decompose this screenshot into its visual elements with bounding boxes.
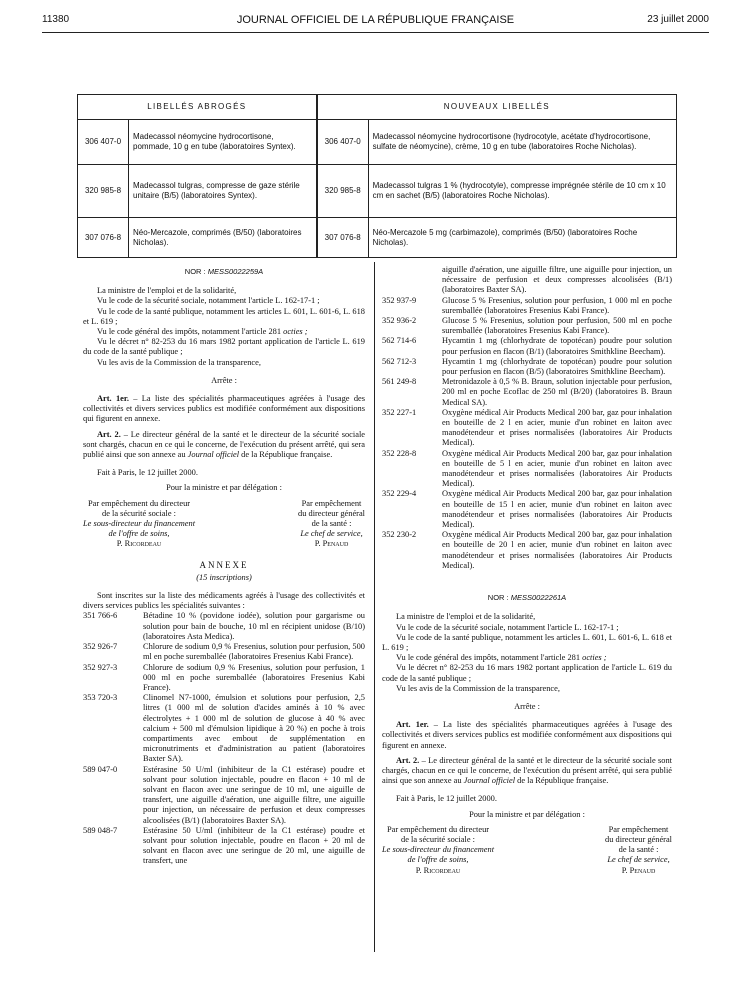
new-code: 307 076-8 <box>317 218 369 258</box>
sig-title: Le sous-directeur du financement <box>382 845 495 855</box>
article-2 <box>382 756 672 787</box>
signatures <box>382 825 672 876</box>
sig-line: Par empêchement du directeur <box>87 498 191 508</box>
delegation-line: Pour la ministre et par délégation : <box>166 483 282 493</box>
cip-code: 353 720-3 <box>83 693 118 703</box>
table-row <box>78 165 677 218</box>
med-description: Chlorure de sodium 0,9 % Fresenius, solution pour perfusion, 500 ml en poche suremballée (laboratoires Fresenius Kabi France). <box>143 642 365 662</box>
preamble-minister: La ministre de l'emploi et de la solidarité, <box>97 286 237 296</box>
sig-title: de l'offre de soins, <box>407 855 469 865</box>
preamble-minister: La ministre de l'emploi et de la solidarité, <box>396 612 536 622</box>
old-code: 306 407-0 <box>78 120 129 165</box>
issue-date: 23 juillet 2000 <box>647 14 709 25</box>
signatory-name: P. Ricordeau <box>415 865 461 875</box>
left-column <box>83 265 365 867</box>
med-description: Metronidazole à 0,5 % B. Braun, solution injectable pour perfusion, 200 ml en poche Ecoflac de 250 ml (B/20) (laboratoires B. Braun Medical SA). <box>442 377 672 407</box>
arrete-heading: Arrête : <box>211 375 237 385</box>
new-text: Madecassol tulgras 1 % (hydrocotyle), compresse imprégnée stérile de 10 cm x 10 cm en sachet (B/5) (laboratoires Roche Nicholas). <box>368 165 676 218</box>
page-header <box>42 14 709 30</box>
annexe-intro: Sont inscrites sur la liste des médicaments agréés à l'usage des collectivités et divers services publics les spécialités suivantes : <box>83 591 365 611</box>
list-item <box>83 611 365 642</box>
signatory-name: P. Ricordeau <box>116 539 162 549</box>
fait-line: Fait à Paris, le 12 juillet 2000. <box>396 794 497 804</box>
cip-code: 561 249-8 <box>382 377 417 387</box>
signature-left <box>382 825 494 876</box>
journal-ref: Journal officiel <box>463 776 516 786</box>
nor-prefix: NOR : <box>487 593 511 603</box>
sig-line: de la sécurité sociale : <box>401 834 475 844</box>
right-column <box>382 265 672 876</box>
cip-code: 352 229-4 <box>382 489 417 499</box>
fait-line: Fait à Paris, le 12 juillet 2000. <box>97 468 198 478</box>
sig-title: Le chef de service, <box>300 529 363 539</box>
sig-line: du directeur général <box>605 834 672 844</box>
list-item <box>382 489 672 530</box>
med-description: Hycamtin 1 mg (chlorhydrate de topotécan) poudre pour solution pour perfusion en flacon (B/1) (laboratoires Smithkline Beecham). <box>442 336 672 356</box>
nor-reference <box>382 593 672 603</box>
list-item <box>382 357 672 377</box>
new-code: 320 985-8 <box>317 165 369 218</box>
journal-ref: Journal officiel <box>187 450 240 460</box>
column-divider <box>374 262 375 952</box>
old-text: Néo-Mercazole, comprimés (B/50) (laboratoires Nicholas). <box>129 218 317 258</box>
cip-code: 352 228-8 <box>382 448 417 458</box>
cip-code: 562 714-6 <box>382 336 417 346</box>
cip-code: 351 766-6 <box>83 611 118 621</box>
preamble-vu: Vu le code de la santé publique, notamment les articles L. 601, L. 601-6, L. 618 et L. 619 ; <box>382 632 672 652</box>
cip-code: 562 712-3 <box>382 356 417 366</box>
med-description: Oxygène médical Air Products Medical 200 bar, gaz pour inhalation en bouteille de 20 l en acier, munie d'un robinet en laiton avec manodétendeur et prises normalisées (laboratoires Air Products Medical). <box>442 530 672 570</box>
preamble-text: Vu le code général des impôts, notamment l'article 281 <box>396 653 583 663</box>
old-code: 320 985-8 <box>78 165 129 218</box>
sig-line: Par empêchement <box>301 498 362 508</box>
article-text: – Le directeur général de la santé et le directeur de la sécurité sociale sont chargés, chacun en ce qui le concerne, de l'exécution du présent arrêté, qui sera publié ainsi que son annexe au <box>83 429 365 460</box>
article-text: de la République française. <box>515 776 609 786</box>
cip-code: 352 926-7 <box>83 642 118 652</box>
article-label: Art. 2. <box>97 429 121 439</box>
med-description: Glucose 5 % Fresenius, solution pour perfusion, 500 ml en poche suremballée (laboratoires Fresenius Kabi France). <box>442 316 672 336</box>
annexe-title: ANNEXE <box>199 559 249 570</box>
med-description: Oxygène médical Air Products Medical 200 bar, gaz pour inhalation en bouteille de 5 l en acier, munie d'un robinet en laiton avec manodétendeur et prises normalisées (laboratoires Air Products Medical). <box>442 448 672 489</box>
article-label: Art. 2. <box>396 755 420 765</box>
list-item <box>382 377 672 408</box>
sig-line: de la santé : <box>311 519 352 529</box>
preamble-italic: octies ; <box>283 327 308 337</box>
signature-right <box>298 499 365 550</box>
article-label: Art. 1er. <box>396 720 429 730</box>
preamble-vu <box>382 653 672 663</box>
list-item <box>382 408 672 449</box>
arrete-heading: Arrête : <box>514 701 540 711</box>
nor-code: MESS0022261A <box>510 593 567 603</box>
signatures <box>83 499 365 550</box>
old-text: Madecassol néomycine hydrocortisone, pommade, 10 g en tube (laboratoires Syntex). <box>129 120 317 165</box>
sig-line: Par empêchement <box>608 824 669 834</box>
list-item <box>382 336 672 356</box>
med-continuation: aiguille d'aération, une aiguille filtre, une aiguille pour injection, un nécessaire de perfusion et deux compresses alcoolisées (B/1) (laboratoires Baxter SA). <box>442 265 672 295</box>
list-item <box>382 530 672 571</box>
libelles-table <box>77 94 677 258</box>
med-description: Glucose 5 % Fresenius, solution pour perfusion, 1 000 ml en poche suremballée (laboratoires Fresenius Kabi France). <box>442 295 672 315</box>
med-description: Oxygène médical Air Products Medical 200 bar, gaz pour inhalation en bouteille de 2 l en acier, munie d'un robinet en laiton avec manodétendeur et prises normalisées (laboratoires Air Products Medical). <box>442 407 672 448</box>
new-text: Néo-Mercazole 5 mg (carbimazole), comprimés (B/50) (laboratoires Roche Nicholas). <box>368 218 676 258</box>
signatory-name: P. Penaud <box>314 539 349 549</box>
med-description: Chlorure de sodium 0,9 % Fresenius, solution pour perfusion, 1 000 ml en poche suremballée (laboratoires Fresenius Kabi France). <box>143 662 365 692</box>
article-text: – Le directeur général de la santé et le directeur de la sécurité sociale sont chargés, chacun en ce qui le concerne, de l'exécution du présent arrêté, qui sera publié ainsi que son annexe au <box>382 755 672 786</box>
preamble-vu: Vu le code de la sécurité sociale, notamment l'article L. 162-17-1 ; <box>97 296 320 306</box>
signature-left <box>83 499 195 550</box>
signatory-name: P. Penaud <box>621 865 656 875</box>
list-item <box>382 449 672 490</box>
sig-line: Par empêchement du directeur <box>386 824 490 834</box>
med-description: Clinomel N7-1000, émulsion et solutions pour perfusion, 2,5 litres (1 000 ml de solution d'acides aminés à 10 % avec électrolytes + 1 000 ml de solution de glucose à 40 % avec calcium + 500 ml d'émulsion lipidique à 20 %) en poche à trois compartiments avec embout de supplémentation en micronutriments et d'administration au patient (laboratoires Baxter SA). <box>143 693 365 764</box>
preamble-vu: Vu les avis de la Commission de la transparence, <box>97 357 261 367</box>
sig-title: Le chef de service, <box>607 855 670 865</box>
nor-prefix: NOR : <box>184 267 208 276</box>
annexe-count: (15 inscriptions) <box>196 572 252 582</box>
col-header-old: LIBELLÉS ABROGÉS <box>78 95 317 120</box>
article-2 <box>83 430 365 461</box>
signature-right <box>605 825 672 876</box>
cip-code: 352 927-3 <box>83 662 118 672</box>
med-description: Estérasine 50 U/ml (inhibiteur de la C1 estérase) poudre et solvant pour solution injectable, poudre en flacon + 20 ml de solvant en flacon avec une seringue de 20 ml, une aiguille de transfert, une <box>143 825 365 866</box>
preamble-vu: Vu les avis de la Commission de la transparence, <box>396 683 560 693</box>
sig-title: de l'offre de soins, <box>108 529 170 539</box>
med-description: Estérasine 50 U/ml (inhibiteur de la C1 estérase) poudre et solvant pour solution injectable, poudre en flacon + 10 ml de solvant en flacon avec une seringue de 10 ml, une aiguille de transfert, une aiguille d'aération, une aiguille filtre, une aiguille pour injection, un nécessaire de perfusion et deux compresses alcoolisées (B/1) (laboratoires Baxter SA). <box>143 764 365 825</box>
preamble-italic: octies ; <box>582 653 607 663</box>
preamble-text: Vu le code général des impôts, notamment l'article 281 <box>97 327 284 337</box>
sig-line: de la santé : <box>618 845 659 855</box>
med-description: Hycamtin 1 mg (chlorhydrate de topotécan) poudre pour solution pour perfusion en flacon (B/5) (laboratoires Smithkline Beecham). <box>442 356 672 377</box>
preamble-vu <box>83 327 365 337</box>
old-text: Madecassol tulgras, compresse de gaze stérile unitaire (B/5) (laboratoires Syntex). <box>129 165 317 218</box>
list-item <box>83 826 365 867</box>
sig-line: du directeur général <box>298 508 365 518</box>
preamble-vu: Vu le décret n° 82-253 du 16 mars 1982 portant application de l'article L. 619 du code de la santé publique ; <box>382 663 672 683</box>
new-text: Madecassol néomycine hydrocortisone (hydrocotyle, acétate d'hydrocortisone, sulfate de néomycine), crème, 10 g en tube (laboratoires Roche Nicholas). <box>368 120 676 165</box>
cip-code: 352 230-2 <box>382 530 417 540</box>
page-number: 11380 <box>42 14 70 25</box>
article-1 <box>83 394 365 425</box>
cip-code: 352 937-9 <box>382 295 417 305</box>
delegation-line: Pour la ministre et par délégation : <box>469 809 585 819</box>
article-1 <box>382 720 672 751</box>
preamble-vu: Vu le décret n° 82-253 du 16 mars 1982 portant application de l'article L. 619 du code de la santé publique ; <box>83 337 365 357</box>
col-header-new: NOUVEAUX LIBELLÉS <box>317 95 677 120</box>
article-text: – La liste des spécialités pharmaceutiques agréées à l'usage des collectivités et divers services publics est modifiée conformément aux dispositions qui figurent en annexe. <box>382 720 673 750</box>
sig-line: de la sécurité sociale : <box>102 508 176 518</box>
cip-code: 589 047-0 <box>83 764 118 774</box>
list-item <box>83 663 365 694</box>
sig-title: Le sous-directeur du financement <box>83 519 196 529</box>
new-code: 306 407-0 <box>317 120 369 165</box>
cip-code: 352 227-1 <box>382 407 417 417</box>
article-label: Art. 1er. <box>97 394 129 404</box>
list-item <box>83 642 365 662</box>
med-description: Oxygène médical Air Products Medical 200 bar, gaz pour inhalation en bouteille de 15 l en acier, munie d'un robinet en laiton avec manodétendeur et prises normalisées (laboratoires Air Products Medical). <box>442 489 672 530</box>
nor-code: MESS0022259A <box>207 267 264 276</box>
article-text: de la République française. <box>239 450 333 460</box>
preamble-vu: Vu le code de la santé publique, notamment les articles L. 601, L. 601-6, L. 618 et L. 619 ; <box>83 306 365 326</box>
header-rule <box>42 32 709 33</box>
table-row <box>78 218 677 258</box>
table-row <box>78 120 677 165</box>
cip-code: 589 048-7 <box>83 825 118 835</box>
journal-title: JOURNAL OFFICIEL DE LA RÉPUBLIQUE FRANÇAISE <box>236 14 515 26</box>
med-description: Bétadine 10 % (povidone iodée), solution pour gargarisme ou solution pour bain de bouche, 10 ml en récipient unidose (B/10) (laboratoires Asta Medica). <box>143 611 365 641</box>
nor-reference <box>83 267 365 277</box>
list-item <box>382 316 672 336</box>
preamble-vu: Vu le code de la sécurité sociale, notamment l'article L. 162-17-1 ; <box>396 622 619 632</box>
list-item <box>83 765 365 826</box>
old-code: 307 076-8 <box>78 218 129 258</box>
list-item <box>83 693 365 764</box>
list-item <box>382 296 672 316</box>
article-text: – La liste des spécialités pharmaceutiques agréées à l'usage des collectivités et divers services publics est modifiée conformément aux dispositions qui figurent en annexe. <box>83 394 366 424</box>
cip-code: 352 936-2 <box>382 316 417 326</box>
